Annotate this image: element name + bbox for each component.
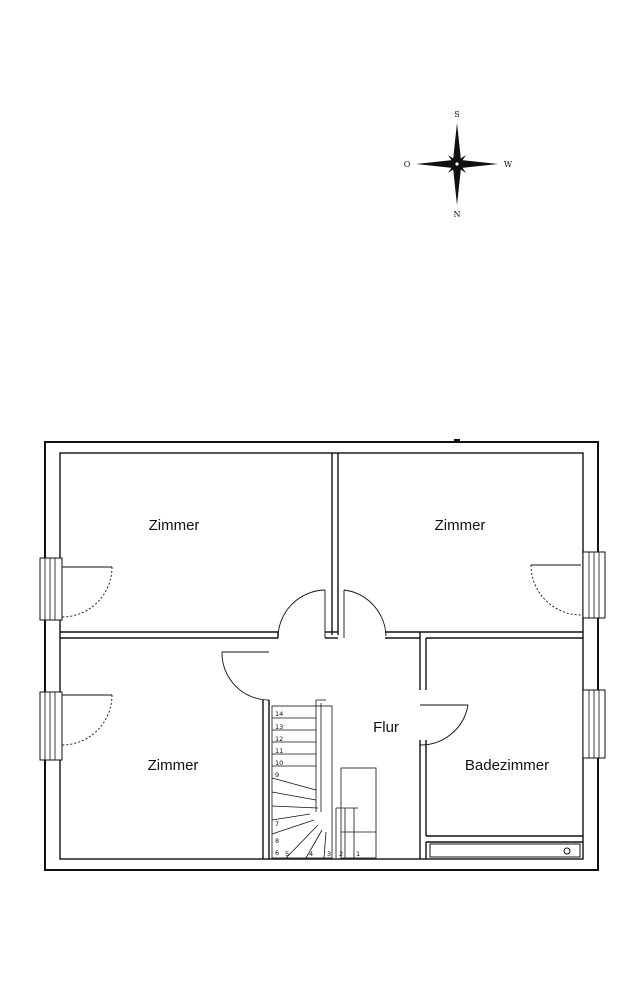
stair-step-13: 13 (275, 723, 284, 731)
room-label-zimmer-bottom-left: Zimmer (147, 757, 199, 774)
door-flur-to-zimmer-bottom-left (222, 652, 269, 700)
compass-west-label: O (403, 160, 411, 169)
compass-east-label: W (503, 160, 513, 169)
compass-arm-east (457, 160, 498, 168)
door-zimmer-bottom-left (62, 695, 112, 745)
window-left-upper (40, 558, 62, 620)
stair-step-14: 14 (275, 710, 284, 718)
stair-step-11: 11 (275, 747, 284, 755)
stair-step-numbers (275, 710, 360, 858)
bathtub (430, 844, 580, 857)
window-right-upper (583, 552, 605, 618)
stair-step-4: 4 (309, 850, 314, 858)
room-label-badezimmer: Badezimmer (464, 757, 550, 774)
stair-step-9: 9 (275, 771, 280, 779)
compass-arm-north (453, 123, 461, 164)
compass-arm-west (416, 160, 457, 168)
stair-step-1: 1 (356, 850, 361, 858)
stair-step-3: 3 (327, 850, 332, 858)
window-right-lower (583, 690, 605, 758)
stair-step-6: 6 (275, 849, 280, 857)
door-flur-to-badezimmer (420, 705, 468, 745)
stair-step-7: 7 (275, 820, 280, 828)
compass-arm-south (453, 164, 461, 205)
stair-step-8: 8 (275, 837, 280, 845)
door-zimmer-top-right (531, 565, 581, 615)
room-label-zimmer-top-right: Zimmer (434, 517, 486, 534)
stair-step-12: 12 (275, 735, 284, 743)
room-label-zimmer-top-left: Zimmer (148, 517, 200, 534)
interior-walls (60, 453, 583, 859)
staircase (272, 700, 376, 858)
compass-rose (404, 110, 513, 219)
exterior-walls (45, 439, 598, 870)
stair-step-10: 10 (275, 759, 284, 767)
door-flur-to-zimmer-top-right (344, 590, 386, 638)
compass-south-label: N (453, 210, 461, 219)
room-label-flur: Flur (373, 719, 399, 736)
window-left-lower (40, 692, 62, 760)
drain-icon (564, 848, 570, 854)
door-zimmer-top-left (62, 567, 112, 617)
stair-step-5: 5 (285, 850, 290, 858)
door-flur-to-zimmer-top-left (278, 590, 325, 638)
compass-north-label: S (454, 110, 460, 119)
stair-step-2: 2 (339, 850, 344, 858)
